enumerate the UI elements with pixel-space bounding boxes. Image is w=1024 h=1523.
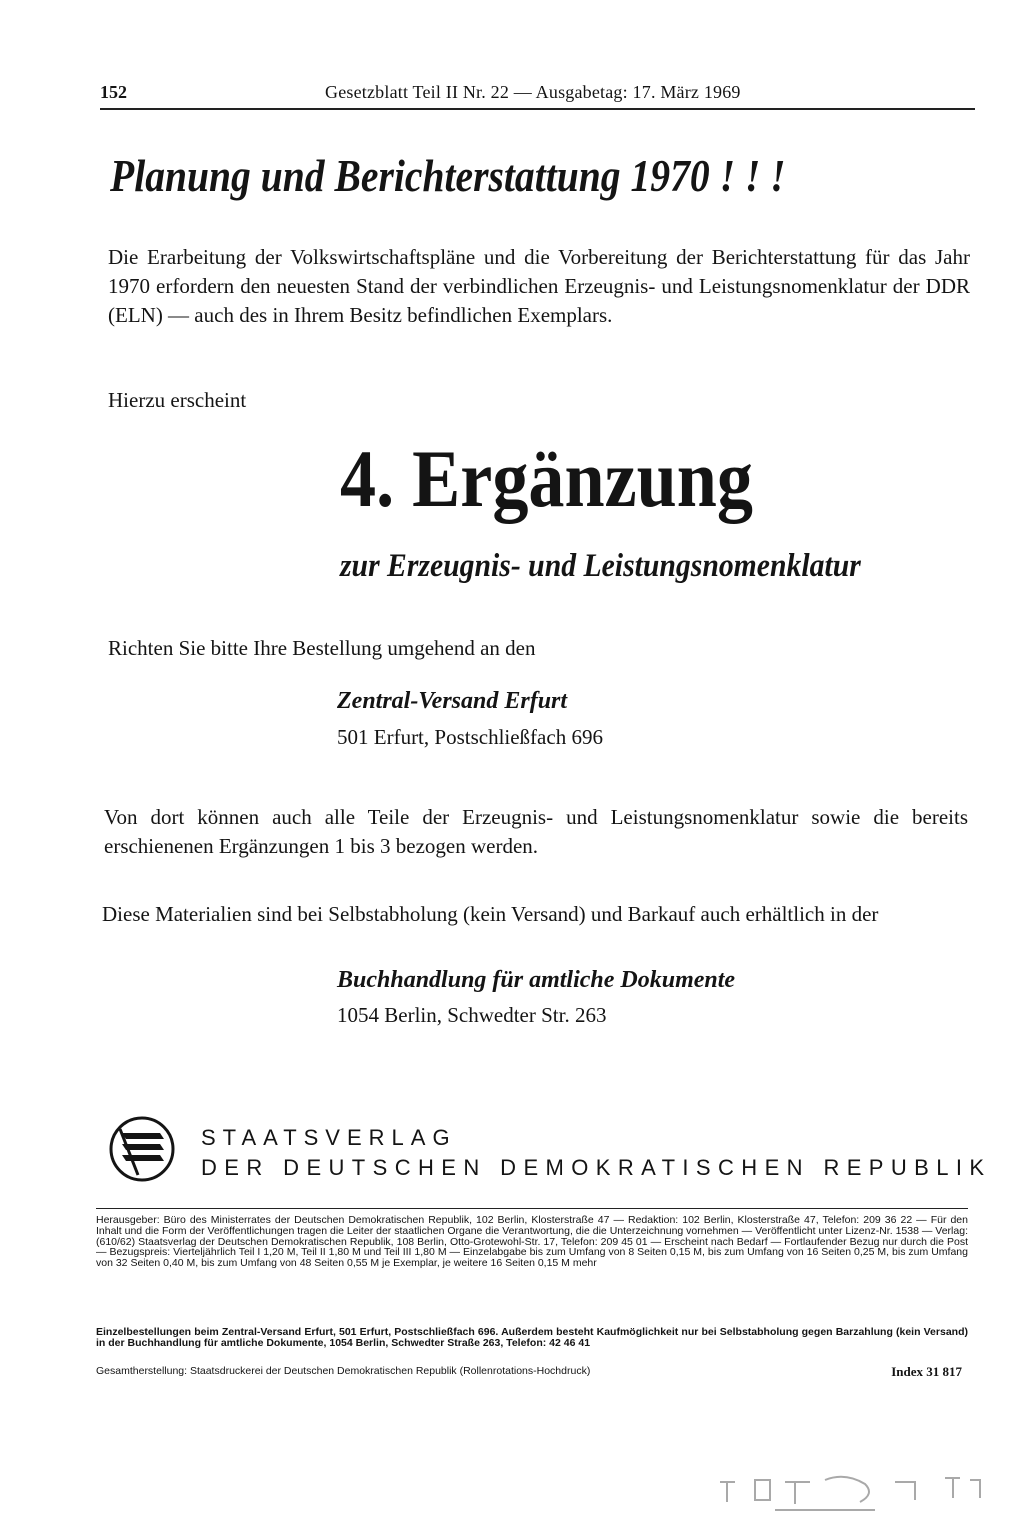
- running-header: [100, 80, 975, 110]
- page-title: Planung und Berichterstattung 1970 ! ! !: [110, 151, 786, 201]
- publisher-block: [108, 1115, 992, 1195]
- imprint-paragraph-1: Herausgeber: Büro des Ministerrates der Deutschen Demokratischen Republik, 102 Berlin, Klosterstraße 47 — Redaktion: 102 Berlin, Klosterstraße 47, Telefon: 209 36 22 — Für den Inhalt und die Form der Veröffentlichungen tragen die Leiter der staatlichen Organe die Verantwortung, die die Unterzeichnung vornehmen — Veröffentlicht unter Lizenz-Nr. 1538 — Verlag: (610/62) Staatsverlag der Deutschen Demokratischen Republik, 108 Berlin, Otto-Grotewohl-Str. 17, Telefon: 209 45 01 — Erscheint nach Bedarf — Fortlaufender Bezug nur durch die Post — Bezugspreis: Vierteljährlich Teil I 1,20 M, Teil II 1,80 M und Teil III 1,80 M — Einzelabgabe bis zum Umfang von 8 Seiten 0,15 M, bis zum Umfang von 16 Seiten 0,25 M, bis zum Umfang von 32 Seiten 0,40 M, bis zum Umfang von 48 Seiten 0,55 M je Exemplar, je weitere 16 Seiten 0,15 M mehr: [96, 1214, 968, 1270]
- imprint-footer: [96, 1365, 968, 1379]
- publisher-logo-icon: [108, 1115, 176, 1183]
- order-instruction: Richten Sie bitte Ihre Bestellung umgehend an den: [108, 636, 536, 660]
- printer-credit: Gesamtherstellung: Staatsdruckerei der Deutschen Demokratischen Republik (Rollenrotations-Hochdruck): [96, 1365, 591, 1377]
- buchhandlung-address: 1054 Berlin, Schwedter Str. 263: [337, 1003, 607, 1027]
- buchhandlung-name: Buchhandlung für amtliche Dokumente: [337, 967, 736, 993]
- paragraph-selfpickup: Diese Materialien sind bei Selbstabholung (kein Versand) und Barkauf auch erhältlich in der: [102, 902, 879, 926]
- hierzu-text: Hierzu erscheint: [108, 388, 247, 412]
- announcement-title: 4. Ergänzung: [340, 433, 753, 524]
- publisher-name-line1: STAATSVERLAG: [201, 1125, 457, 1150]
- publisher-name-line2: DER DEUTSCHEN DEMOKRATISCHEN REPUBLIK: [201, 1155, 992, 1180]
- intro-paragraph: Die Erarbeitung der Volkswirtschaftspläne und die Vorbereitung der Berichterstattung für das Jahr 1970 erfordern den neuesten Stand der verbindlichen Erzeugnis- und Leistungsnomenklatur der DDR (ELN) — auch des in Ihrem Besitz befindlichen Exemplars.: [108, 245, 970, 327]
- imprint-paragraph-2: Einzelbestellungen beim Zentral-Versand Erfurt, 501 Erfurt, Postschließfach 696. Außerdem besteht Kaufmöglichkeit nur bei Selbstabholung gegen Barzahlung (kein Versand) in der Buchhandlung für amtliche Dokumente, 1054 Berlin, Schwedter Straße 263, Telefon: 42 46 41: [96, 1326, 968, 1349]
- imprint-divider: [96, 1208, 968, 1209]
- page-number: 152: [100, 82, 127, 102]
- zentral-versand-address: 501 Erfurt, Postschließfach 696: [337, 725, 603, 749]
- paragraph-sources: Von dort können auch alle Teile der Erzeugnis- und Leistungsnomenklatur sowie die bereits erschienenen Ergänzungen 1 bis 3 bezogen werden.: [104, 805, 968, 858]
- faded-stamp-mark: [715, 1470, 985, 1520]
- index-number: Index 31 817: [891, 1364, 962, 1379]
- zentral-versand-name: Zentral-Versand Erfurt: [337, 688, 568, 714]
- announcement-subtitle: zur Erzeugnis- und Leistungsnomenklatur: [340, 548, 861, 584]
- running-title: Gesetzblatt Teil II Nr. 22 — Ausgabetag: 17. März 1969: [325, 82, 741, 102]
